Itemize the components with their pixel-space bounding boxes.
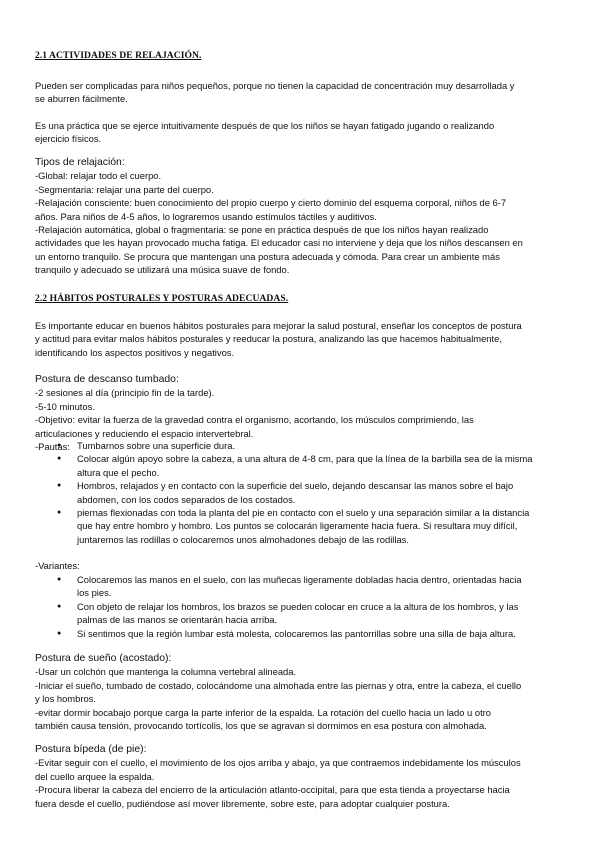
text-line: ● Hombros, relajados y en contacto con la superficie del suelo, dejando descansar las manos sobre el bajo [77, 480, 514, 492]
text-line: articulaciones y reduciendo el espacio intervertebral. [35, 427, 254, 439]
text-line: -Segmentaria: relajar una parte del cuerpo. [35, 183, 214, 195]
list-item [57, 600, 567, 627]
text-line: palmas de las manos se orientarán hacia arriba. [77, 614, 278, 626]
text-line: altura que el pecho. [77, 466, 160, 478]
text-line: abdomen, con los codos separados de los costados. [77, 493, 296, 505]
text-line: ● Tumbarnos sobre una superficie dura. [77, 440, 236, 451]
subheading-descanso: Postura de descanso tumbado: [35, 374, 179, 385]
subheading-bipeda: Postura bípeda (de pie): [35, 744, 147, 755]
text-line: -evitar dormir bocabajo porque carga la parte inferior de la espalda. La rotación del cuello hacia un lado u otro [35, 706, 492, 718]
list-item [57, 627, 567, 640]
list-item [57, 479, 567, 506]
text-line: también causa tensión, provocando tortícolis, los que se agravan si dormimos en esa postura con almohada. [35, 720, 487, 732]
text-line: los pies. [77, 587, 112, 599]
paragraph-practica [35, 119, 565, 146]
list-item [57, 573, 567, 600]
text-line: -Relajación automática, global o fragmentaria: se pone en práctica después de que los niños hayan realizado [35, 224, 489, 236]
list-pautas [57, 439, 567, 546]
text-line: Es una práctica que se ejerce intuitivamente después de que los niños se hayan fatigado jugando o realizando [35, 120, 495, 131]
text-line: ● Colocaremos las manos en el suelo, con las muñecas ligeramente dobladas hacia dentro, orientadas hacia [77, 574, 522, 585]
text-line: identificando los aspectos positivos y negativos. [35, 346, 235, 358]
text-line: Es importante educar en buenos hábitos posturales para mejorar la salud postural, enseñar los conceptos de postura [35, 320, 522, 331]
list-item [57, 452, 567, 479]
text-line: del cuello arquee la espalda. [35, 770, 155, 782]
text-line: -5-10 minutos. [35, 400, 95, 412]
text-line: un entorno tranquilo. Se procura que mantengan una postura adecuada y cómoda. Para crear un ambiente más [35, 250, 500, 262]
list-item [57, 439, 567, 452]
text-line: que hay entre hombro y hombro. Los puntos se colocarán ligeramente hacia fuera. Si resultara muy difícil, [77, 520, 518, 532]
text-line: -Pautas: [35, 441, 70, 453]
list-item [57, 506, 567, 546]
text-line: ● Colocar algún apoyo sobre la cabeza, a una altura de 4-8 cm, para que la línea de la barbilla sea de la misma [77, 453, 533, 465]
section-heading-relajacion: 2.1 ACTIVIDADES DE RELAJACIÓN. [35, 50, 202, 61]
text-line: juntaremos las rodillas o colocaremos unos almohadones debajo de las rodillas. [77, 533, 409, 545]
text-line: ejercicio físicos. [35, 133, 102, 145]
text-line: años. Para niños de 4-5 años, lo lograremos usando estímulos táctiles y auditivos. [35, 210, 377, 222]
text-line: -Iniciar el sueño, tumbado de costado, colocándome una almohada entre las piernas y otra, entre la cabeza, el cuello [35, 679, 522, 691]
text-line: ● piernas flexionadas con toda la planta del pie en contacto con el suelo y una separación similar a la distancia [77, 507, 530, 519]
text-line: -Relajación consciente: buen conocimiento del propio cuerpo y cierto dominio del esquema corporal, niños de 6-7 [35, 197, 507, 209]
label-variantes [35, 559, 565, 572]
text-line: tranquilo y adecuado se utilizará una música suave de fondo. [35, 264, 290, 276]
text-line: -Objetivo: evitar la fuerza de la gravedad contra el organismo, acortando, los músculos comprimiendo, las [35, 414, 474, 426]
text-line: -Evitar seguir con el cuello, el movimiento de los ojos arriba y abajo, ya que contraemos indebidamente los músculos [35, 757, 521, 769]
block-postura-sueno [35, 652, 565, 732]
text-line: -Procura liberar la cabeza del encierro de la articulación atlanto-occipital, para que esta tienda a proyectarse hacia [35, 784, 510, 796]
subheading-tipos: Tipos de relajación: [35, 157, 125, 168]
text-line: actividades que les hayan provocado mucha fatiga. El educador casi no interviene y deja que los niños descansen en [35, 237, 523, 249]
block-postura-bipeda [35, 743, 565, 810]
text-line: -Variantes: [35, 560, 80, 571]
text-line: -Global: relajar todo el cuerpo. [35, 170, 162, 182]
section-heading-habitos: 2.2 HÁBITOS POSTURALES Y POSTURAS ADECUADAS. [35, 293, 289, 304]
list-variantes [57, 573, 567, 640]
text-line: Pueden ser complicadas para niños pequeños, porque no tienen la capacidad de concentración muy desarrollada y [35, 80, 515, 91]
list-tipos-relajacion [35, 156, 565, 277]
text-line: y actitud para evitar malos hábitos posturales y reeducar la postura, analizando las que hacemos habitualmente, [35, 333, 502, 345]
subheading-sueno: Postura de sueño (acostado): [35, 653, 172, 664]
paragraph-intro-habitos [35, 319, 565, 359]
text-line: y los hombros. [35, 693, 96, 705]
text-line: -Usar un colchón que mantenga la columna vertebral alineada. [35, 666, 297, 678]
text-line: ● Con objeto de relajar los hombros, los brazos se pueden colocar en cruce a la altura de los hombros, y las [77, 600, 519, 612]
text-line: -2 sesiones al día (principio fin de la tarde). [35, 387, 215, 399]
text-line: se aburren fácilmente. [35, 93, 128, 105]
text-line: ● Si sentimos que la región lumbar está molesta, colocaremos las pantorrillas sobre una silla de baja altura. [77, 627, 516, 639]
paragraph-intro-relajacion [35, 79, 565, 106]
text-line: fuera desde el cuello, pudiéndose así mover libremente, sobre este, para adoptar cualquier postura. [35, 797, 450, 809]
